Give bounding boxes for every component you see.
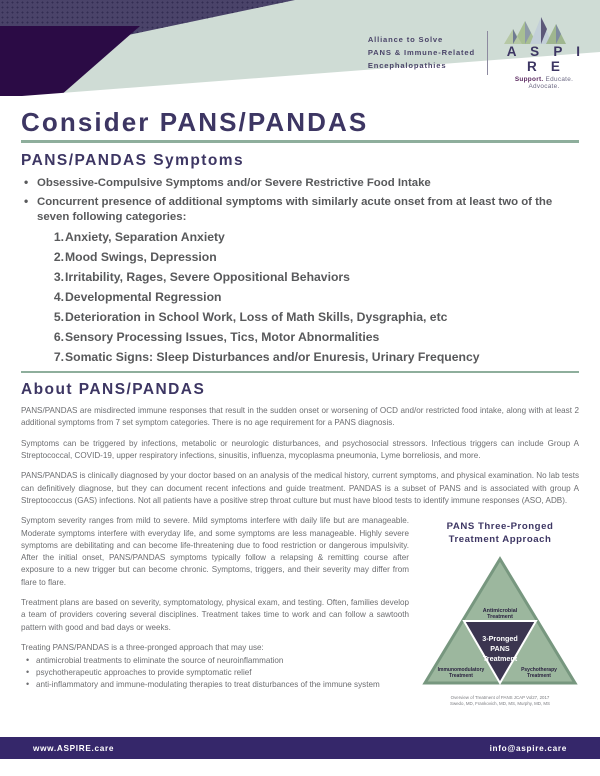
section-divider <box>21 371 579 373</box>
diagram-title-line-1: PANS Three-Pronged <box>446 521 554 533</box>
category-label: Irritability, Rages, Severe Oppositional Behaviors <box>65 270 350 285</box>
page-content <box>0 109 600 708</box>
triangle-top-label-line-1: Antimicrobial <box>482 607 518 614</box>
page-title: Consider PANS/PANDAS <box>21 107 369 137</box>
triangle-diagram-icon <box>420 553 580 689</box>
page-header <box>0 0 600 96</box>
about-paragraph: Treatment plans are based on severity, symptomatology, physical exam, and testing. Often, families develop a team of providers covering several disciplines. Treatment takes time to work and can follow a sawtooth pattern with good and bad days or weeks. <box>21 598 409 632</box>
list-item <box>21 310 579 324</box>
tagline-line-2: PANS & Immune-Related <box>367 47 475 57</box>
list-item <box>21 270 579 284</box>
three-pronged-triangle-diagram <box>420 553 580 694</box>
diagram-title-line-2: Treatment Approach <box>448 533 552 545</box>
tagline-line-1: Alliance to Solve <box>367 34 444 44</box>
list-item <box>21 290 579 304</box>
triangle-center-line-3: Treatment <box>482 653 518 663</box>
triangle-right-label-line-1: Psychotherapy <box>521 666 557 673</box>
treatment-bullet-list <box>21 655 409 690</box>
list-item: • Concurrent presence of additional symptoms with similarly acute onset from at least two of the seven following categories: <box>21 195 579 225</box>
diagram-caption <box>419 695 581 708</box>
title-underline <box>21 140 579 143</box>
triangle-left-label-line-2: Treatment <box>449 672 473 679</box>
list-item <box>21 350 579 364</box>
about-paragraph: Symptoms can be triggered by infections, metabolic or neurologic disturbances, and psychosocial stressors. Infectious triggers can include Group A Streptococcal, COVID-19, upper respiratory infections, sinusitis, influenza, mycoplasma pneumonia, Lyme borreliosis, and more. <box>21 438 579 461</box>
category-label: Mood Swings, Depression <box>65 250 217 265</box>
list-item <box>21 230 579 244</box>
page-footer <box>0 737 600 759</box>
list-item <box>21 250 579 264</box>
category-number: 2. <box>53 250 64 265</box>
footer-email[interactable]: info@aspire.care <box>489 743 567 753</box>
category-label: Somatic Signs: Sleep Disturbances and/or Enuresis, Urinary Frequency <box>65 349 480 364</box>
triangle-center-line-2: PANS <box>490 643 510 653</box>
diagram-caption-line-1: Overview of Treatment of PANS JCAP Vol27, 2017 <box>450 694 550 700</box>
category-label: Sensory Processing Issues, Tics, Motor Abnormalities <box>65 329 380 344</box>
category-label: Developmental Regression <box>65 290 222 305</box>
triangle-top-label-line-2: Treatment <box>487 613 513 620</box>
mountain-range-icon <box>500 15 578 45</box>
category-label: Anxiety, Separation Anxiety <box>65 230 225 245</box>
treatment-intro: Treating PANS/PANDAS is a three-pronged approach that may use: <box>21 642 264 652</box>
brand-wordmark: A S P I R E <box>506 44 586 74</box>
about-paragraph: PANS/PANDAS are misdirected immune responses that result in the sudden onset or worsening of OCD and/or restricted food intake, along with at least 2 additional symptoms from 7 set symptom categories. There is no age requirement for a PANS diagnosis. <box>21 406 579 428</box>
about-paragraph: Symptom severity ranges from mild to severe. Mild symptoms interfere with daily life but are manageable. Moderate symptoms interfere with everyday life, and some symptoms are less manageable. Highly severe symptoms are debilitating and can become life-threatening due to food restriction or dangerous impulsivity. After the initial onset, PANS/PANDAS symptoms typically follow a relapsing & remitting course after exposure to a new trigger but can become chronic. Symptoms, triggers, and their severity may differ from flare to flare. <box>21 516 409 587</box>
brand-tagline-short <box>500 76 588 90</box>
symptom-categories-list <box>21 230 579 364</box>
organization-tagline <box>368 33 487 73</box>
list-item: • psychotherapeutic approaches to provide symptomatic relief <box>21 667 409 679</box>
diagram-caption-line-2: Swedo, MD, Frankovich, MD, MS, Murphy, MD, MS <box>450 701 550 707</box>
symptoms-bullet-list <box>21 176 579 225</box>
category-label: Deterioration in School Work, Loss of Math Skills, Dysgraphia, etc <box>65 310 448 324</box>
about-heading: About PANS/PANDAS <box>21 381 206 399</box>
brand-divider <box>487 31 488 75</box>
aspire-logo <box>500 15 588 90</box>
symptoms-heading: PANS/PANDAS Symptoms <box>21 152 245 170</box>
list-item: • antimicrobial treatments to eliminate the source of neuroinflammation <box>21 655 409 667</box>
category-number: 7. <box>53 349 64 364</box>
list-item: • anti-inflammatory and immune-modulating therapies to treat disturbances of the immune system <box>21 679 409 691</box>
triangle-right-label-line-2: Treatment <box>527 672 551 679</box>
category-number: 5. <box>53 310 64 324</box>
diagram-title <box>419 521 581 546</box>
lower-text-column <box>21 515 409 690</box>
lower-columns <box>21 515 579 708</box>
brand-sub-rest: Educate. Advocate. <box>528 76 574 90</box>
list-item: • Obsessive-Compulsive Symptoms and/or Severe Restrictive Food Intake <box>21 176 579 191</box>
triangle-left-label-line-1: Immunomodulatory <box>437 666 485 673</box>
about-paragraph: PANS/PANDAS is clinically diagnosed by your doctor based on an analysis of the medical history, current symptoms, and physical examination. No lab tests can definitively diagnose, but they can document recent infections and guide treatment. PANDAS is a subset of PANS and is associated with group A Streptococcus (GAS) infections. Not all patients have a positive strep throat culture but must have blood tests to identify immune responses (ASO, ADB). <box>21 471 579 505</box>
category-number: 4. <box>53 290 64 305</box>
tagline-line-3: Encephalopathies <box>367 61 447 71</box>
triangle-center-line-1: 3-Pronged <box>482 633 518 643</box>
list-item <box>21 330 579 344</box>
category-number: 3. <box>53 270 64 285</box>
footer-website[interactable]: www.ASPIRE.care <box>33 743 115 753</box>
diagram-column <box>419 515 581 708</box>
category-number: 6. <box>53 329 64 344</box>
category-number: 1. <box>53 230 64 245</box>
brand-lockup <box>368 15 588 90</box>
brand-sub-bold: Support. <box>514 76 544 83</box>
